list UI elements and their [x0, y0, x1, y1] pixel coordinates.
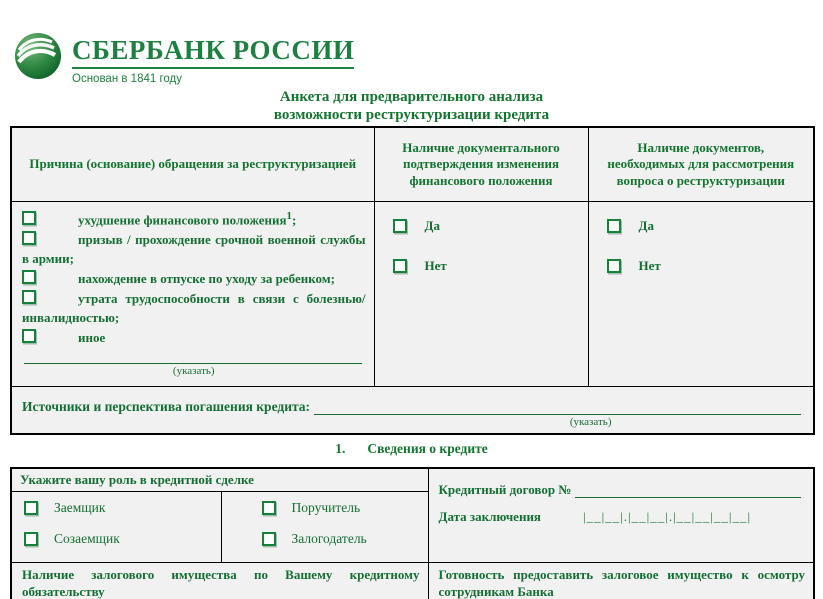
header-docs-required: Наличие документов, необходимых для рассмотрения вопроса о реструктуризации: [588, 127, 814, 201]
role-options-b-cell: [221, 492, 428, 563]
repayment-sources-label: Источники и перспектива погашения кредита:: [22, 398, 311, 414]
reason-option-army: призыв / прохождение срочной военной службы в армии;: [22, 231, 366, 266]
credit-info-table: [10, 467, 815, 599]
checkbox-army-service[interactable]: [22, 231, 36, 245]
role-borrower: Заемщик: [24, 500, 221, 516]
repayment-sources-input-line[interactable]: [314, 400, 801, 415]
doc-confirmation-yes: Да: [393, 218, 588, 234]
checkbox-borrower[interactable]: [24, 501, 38, 515]
reason-option-financial: ухудшение финансового положения$^1$;: [22, 207, 366, 229]
restructuring-reasons-table: [10, 126, 815, 435]
header-reason: Причина (основание) обращения за реструктуризацией: [11, 127, 374, 201]
brand-tagline: Основан в 1841 году: [72, 73, 182, 85]
role-guarantor: Поручитель: [262, 500, 428, 516]
date-label: Дата заключения: [438, 509, 541, 524]
collateral-label-cell: Наличие залогового имущества по Вашему кредитному обязательству: [11, 563, 428, 599]
inspection-label-cell: Готовность предоставить залоговое имущество к осмотру сотрудникам Банка: [428, 563, 814, 599]
footnote-ref: 1: [286, 209, 292, 222]
checkbox-confirmation-yes[interactable]: [393, 219, 407, 233]
checkbox-coborrower[interactable]: [24, 532, 38, 546]
specify-hint: (указать): [172, 364, 215, 377]
reason-option-disability: утрата трудоспособности в связи с болезнью/инвалидностью;: [22, 290, 366, 325]
specify-hint: (указать): [569, 415, 612, 428]
sberbank-logo: [14, 31, 354, 85]
credit-agreement-input-line[interactable]: [575, 483, 801, 498]
role-coborrower: Созаемщик: [24, 531, 221, 547]
checkbox-pledger[interactable]: [262, 532, 276, 546]
reason-option-other: иное: [22, 328, 366, 347]
docs-required-cell: [588, 201, 814, 386]
checkbox-disability[interactable]: [22, 290, 36, 304]
repayment-sources-cell: [11, 386, 814, 434]
role-header-cell: Укажите вашу роль в кредитной сделке: [11, 468, 428, 492]
credit-agreement-cell: [428, 468, 814, 563]
checkbox-docs-no[interactable]: [607, 259, 621, 273]
checkbox-childcare-leave[interactable]: [22, 270, 36, 284]
sberbank-circle-icon: [14, 31, 62, 81]
credit-agreement-label: Кредитный договор №: [438, 482, 572, 497]
reason-option-childcare: нахождение в отпуске по уходу за ребенком;: [22, 269, 366, 288]
docs-required-yes: Да: [607, 218, 814, 234]
section-1-heading: [10, 441, 813, 457]
title-line1: Анкета для предварительного анализа: [279, 89, 544, 105]
checkbox-financial-deterioration[interactable]: [22, 211, 36, 225]
role-pledger: Залогодатель: [262, 531, 428, 547]
section-number: 1.: [335, 441, 346, 456]
page-title: [10, 88, 813, 124]
checkbox-guarantor[interactable]: [262, 501, 276, 515]
doc-confirmation-cell: [374, 201, 588, 386]
date-entry-boxes[interactable]: |__|__|.|__|__|.|__|__|__|__|: [582, 509, 752, 524]
brand-name: СБЕРБАНК РОССИИ: [72, 37, 354, 69]
role-options-a-cell: [11, 492, 221, 563]
reason-options-cell: [11, 201, 374, 386]
header-doc-confirmation: Наличие документального подтверждения изменения финансового положения: [374, 127, 588, 201]
title-line2: возможности реструктуризации кредита: [273, 107, 550, 123]
checkbox-other-reason[interactable]: [22, 329, 36, 343]
checkbox-confirmation-no[interactable]: [393, 259, 407, 273]
docs-required-no: Нет: [607, 258, 814, 274]
doc-confirmation-no: Нет: [393, 258, 588, 274]
checkbox-docs-yes[interactable]: [607, 219, 621, 233]
section-title: Сведения о кредите: [367, 441, 488, 456]
other-reason-input-line[interactable]: [24, 350, 362, 364]
